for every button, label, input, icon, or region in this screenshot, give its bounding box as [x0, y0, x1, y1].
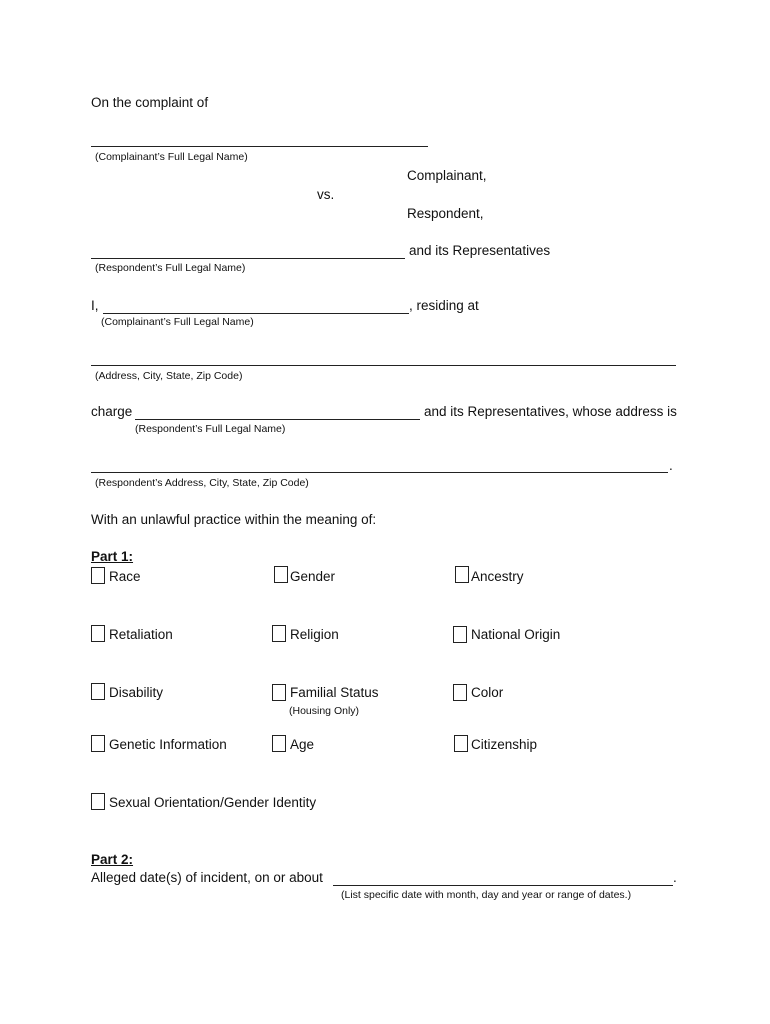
- genetic-information-checkbox[interactable]: [91, 735, 105, 752]
- respondent-label: Respondent,: [407, 206, 484, 221]
- ancestry-label: Ancestry: [471, 569, 524, 584]
- complaint-of-text: On the complaint of: [91, 95, 209, 110]
- race-label: Race: [109, 569, 141, 584]
- alleged-dates-text: Alleged date(s) of incident, on or about: [91, 870, 323, 885]
- national-origin-label: National Origin: [471, 627, 561, 642]
- respondent-name-line[interactable]: [91, 258, 405, 259]
- disability-label: Disability: [109, 685, 164, 700]
- respondent-address-period: .: [669, 458, 673, 473]
- age-checkbox[interactable]: [272, 735, 286, 752]
- familial-status-checkbox[interactable]: [272, 684, 286, 701]
- part2-heading: Part 2:: [91, 852, 134, 867]
- and-reps-address-text: and its Representatives, whose address is: [424, 404, 677, 419]
- religion-checkbox[interactable]: [272, 625, 286, 642]
- charge-respondent-name-caption: (Respondent’s Full Legal Name): [135, 423, 286, 435]
- unlawful-practice-text: With an unlawful practice within the meaning of:: [91, 512, 377, 527]
- religion-label: Religion: [290, 627, 339, 642]
- dates-caption: (List specific date with month, day and year or range of dates.): [341, 889, 632, 901]
- gender-label: Gender: [290, 569, 336, 584]
- genetic-information-label: Genetic Information: [109, 737, 227, 752]
- disability-checkbox[interactable]: [91, 683, 105, 700]
- retaliation-checkbox[interactable]: [91, 625, 105, 642]
- citizenship-label: Citizenship: [471, 737, 538, 752]
- address-caption: (Address, City, State, Zip Code): [95, 370, 243, 382]
- familial-status-note: (Housing Only): [289, 705, 360, 717]
- and-representatives-text: and its Representatives: [409, 243, 551, 258]
- citizenship-checkbox[interactable]: [454, 735, 468, 752]
- race-checkbox[interactable]: [91, 567, 105, 584]
- retaliation-label: Retaliation: [109, 627, 173, 642]
- respondent-address-line[interactable]: [91, 472, 668, 473]
- sexual-orientation-checkbox[interactable]: [91, 793, 105, 810]
- charge-text: charge: [91, 404, 133, 419]
- vs-text: vs.: [317, 187, 335, 202]
- gender-checkbox[interactable]: [274, 566, 288, 583]
- national-origin-checkbox[interactable]: [453, 626, 467, 643]
- residing-at-text: , residing at: [409, 298, 479, 313]
- age-label: Age: [290, 737, 315, 752]
- sexual-orientation-label: Sexual Orientation/Gender Identity: [109, 795, 317, 810]
- respondent-address-caption: (Respondent’s Address, City, State, Zip Code): [95, 477, 309, 489]
- statement-complainant-name-line[interactable]: [103, 313, 409, 314]
- charge-respondent-name-line[interactable]: [135, 419, 420, 420]
- respondent-name-caption: (Respondent’s Full Legal Name): [95, 262, 246, 274]
- complainant-label: Complainant,: [407, 168, 487, 183]
- address-line[interactable]: [91, 365, 676, 366]
- complainant-name-caption: (Complainant’s Full Legal Name): [95, 151, 248, 163]
- statement-complainant-name-caption: (Complainant’s Full Legal Name): [101, 316, 254, 328]
- alleged-dates-line[interactable]: [333, 885, 673, 886]
- complainant-name-line[interactable]: [91, 146, 428, 147]
- i-text: I,: [91, 298, 99, 313]
- familial-status-label: Familial Status: [290, 685, 379, 700]
- color-checkbox[interactable]: [453, 684, 467, 701]
- ancestry-checkbox[interactable]: [455, 566, 469, 583]
- part1-heading: Part 1:: [91, 549, 134, 564]
- color-label: Color: [471, 685, 504, 700]
- alleged-dates-period: .: [673, 870, 677, 885]
